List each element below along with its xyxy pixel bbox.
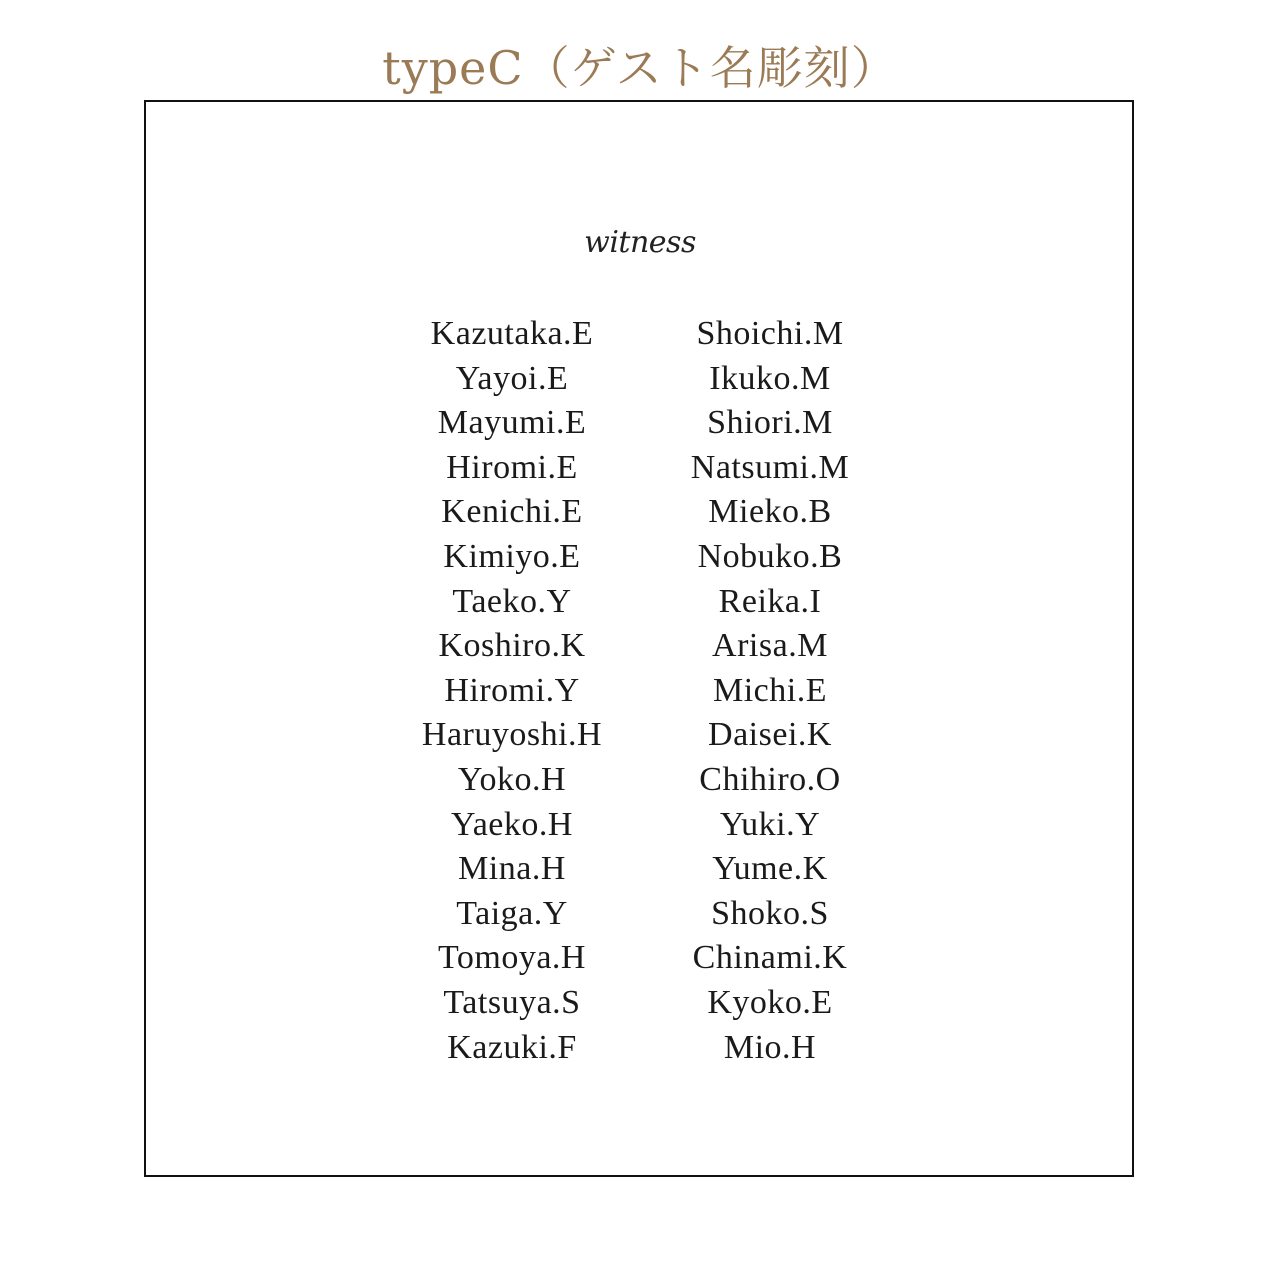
right-name-column bbox=[620, 312, 920, 1070]
guest-name: Daisei.K bbox=[708, 716, 832, 754]
guest-name: Tomoya.H bbox=[438, 939, 586, 977]
guest-name: Hiromi.Y bbox=[444, 671, 580, 709]
guest-name: Haruyoshi.H bbox=[421, 716, 603, 754]
guest-name: Kyoko.E bbox=[707, 983, 833, 1021]
guest-name: Reika.I bbox=[718, 582, 822, 620]
guest-name: Yoko.H bbox=[457, 760, 567, 798]
guest-name: Taiga.Y bbox=[456, 894, 568, 932]
guest-name: Chihiro.O bbox=[699, 760, 841, 798]
witness-title: witness bbox=[584, 225, 696, 260]
guest-name: Ikuko.M bbox=[709, 359, 831, 397]
guest-name: Natsumi.M bbox=[690, 448, 850, 486]
guest-name: Arisa.M bbox=[712, 627, 828, 665]
guest-name: Nobuko.B bbox=[697, 537, 843, 575]
guest-name: Mio.H bbox=[723, 1028, 817, 1066]
guest-name: Yuki.Y bbox=[719, 805, 821, 843]
guest-name: Koshiro.K bbox=[438, 627, 586, 665]
guest-name: Yaeko.H bbox=[451, 805, 573, 843]
guest-name: Chinami.K bbox=[692, 939, 848, 977]
guest-name: Shoichi.M bbox=[696, 315, 844, 352]
guest-name: Mina.H bbox=[458, 850, 566, 888]
guest-name: Shiori.M bbox=[707, 404, 833, 442]
guest-name: Michi.E bbox=[713, 671, 827, 709]
guest-name: Hiromi.E bbox=[446, 448, 578, 486]
guest-name: Kenichi.E bbox=[441, 493, 583, 531]
guest-name: Yume.K bbox=[712, 850, 828, 888]
guest-name: Shoko.S bbox=[711, 894, 829, 932]
left-name-column bbox=[362, 312, 662, 1070]
guest-name: Kazutaka.E bbox=[430, 315, 594, 352]
guest-name: Kazuki.F bbox=[447, 1028, 577, 1066]
guest-name: Kimiyo.E bbox=[443, 537, 581, 575]
guest-name: Taeko.Y bbox=[452, 582, 572, 620]
guest-name: Mieko.B bbox=[708, 493, 832, 531]
guest-name: Yayoi.E bbox=[455, 359, 569, 397]
guest-name: Mayumi.E bbox=[437, 404, 587, 442]
page-heading: typeC（ゲスト名彫刻） bbox=[382, 41, 898, 95]
guest-name: Tatsuya.S bbox=[443, 983, 581, 1021]
